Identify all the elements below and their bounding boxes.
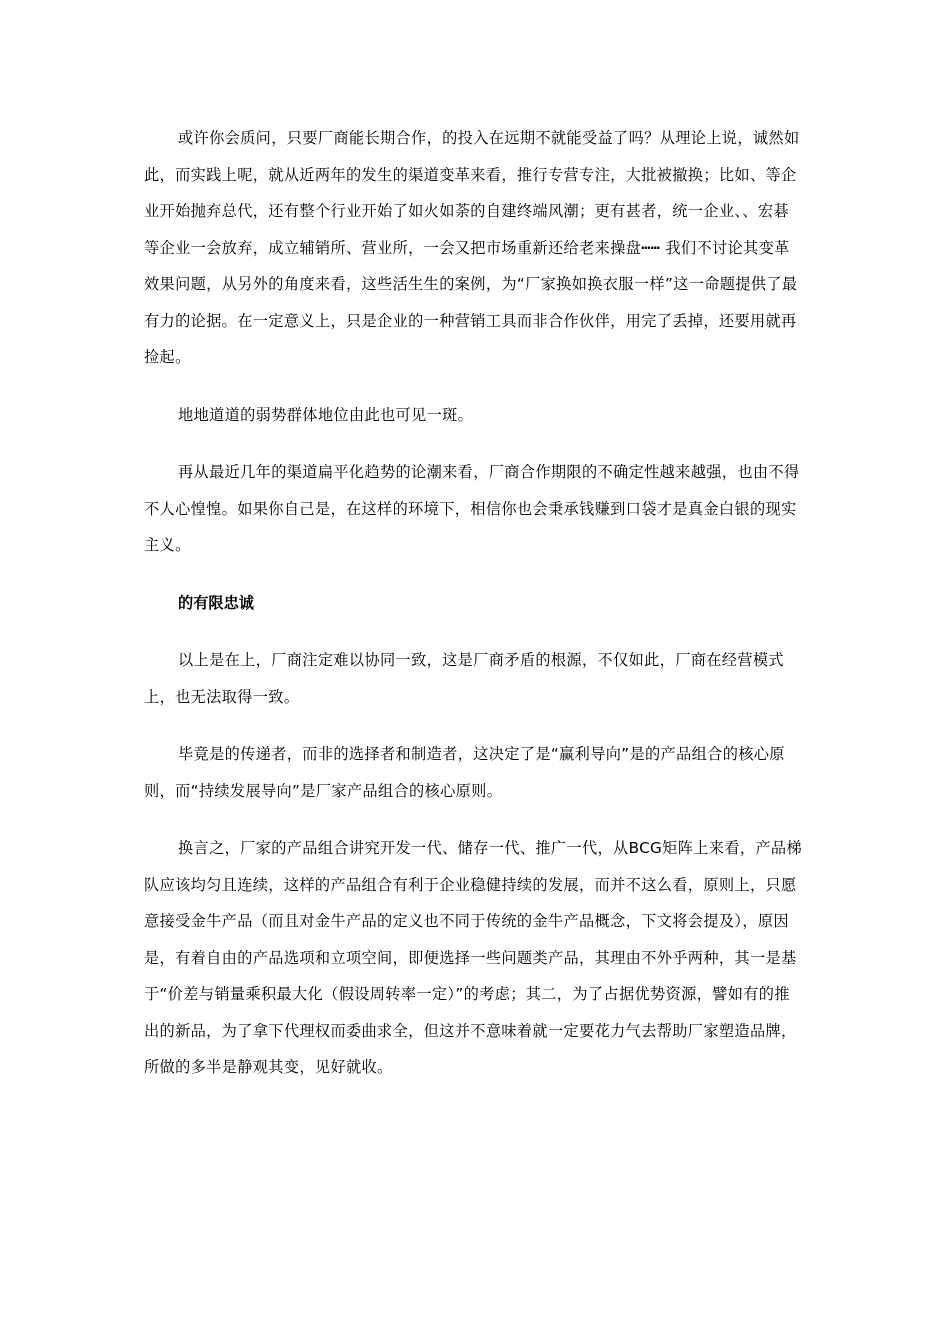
paragraph-5: 毕竟是的传递者，而非的选择者和制造者，这决定了是“赢利导向”是的产品组合的核心原则，而“持续发展导向”是厂家产品组合的核心原则。: [144, 745, 785, 800]
paragraph-2: 地地道道的弱势群体地位由此也可见一斑。: [178, 405, 474, 424]
paragraph-4: 以上是在上，厂商注定难以协同一致，这是厂商矛盾的根源，不仅如此，厂商在经营模式上，也无法取得一致。: [144, 651, 784, 706]
document-body: [144, 120, 804, 1107]
paragraph-1: 或许你会质问，只要厂商能长期合作，的投入在远期不就能受益了吗？从理论上说，诚然如此，而实践上呢，就从近两年的发生的渠道变革来看，推行专营专注，大批被撤换；比如、等企业开始抛弃总代，还有整个行业开始了如火如荼的自建终端风潮；更有甚者，统一企业、、宏碁等企业一会放弃，成立辅销所、营业所，一会又把市场重新还给老来操盘┅┅ 我们不讨论其变革效果问题，从另外的角度来看，这些活生生的案例，为“厂家换如换衣服一样”这一命题提供了最有力的论据。在一定意义上，只是企业的一种营销工具而非合作伙伴，用完了丢掉，还要用就再捡起。: [144, 129, 800, 366]
section-heading: 的有限忠诚: [178, 593, 254, 612]
paragraph-3: 再从最近几年的渠道扁平化趋势的论潮来看，厂商合作期限的不确定性越来越强，也由不得不人心惶惶。如果你自己是，在这样的环境下，相信你也会秉承钱赚到口袋才是真金白银的现实主义。: [144, 463, 800, 554]
paragraph-6: 换言之，厂家的产品组合讲究开发一代、储存一代、推广一代，从BCG矩阵上来看，产品梯队应该均匀且连续，这样的产品组合有利于企业稳健持续的发展，而并不这么看，原则上，只愿意接受金牛产品（而且对金牛产品的定义也不同于传统的金牛产品概念，下文将会提及），原因是，有着自由的产品选项和立项空间，即便选择一些问题类产品，其理由不外乎两种，其一是基于“价差与销量乘积最大化（假设周转率一定）”的考虑；其二，为了占据优势资源，譬如有的推出的新品，为了拿下代理权而委曲求全，但这并不意味着就一定要花力气去帮助厂家塑造品牌，所做的多半是静观其变，见好就收。: [144, 839, 802, 1076]
